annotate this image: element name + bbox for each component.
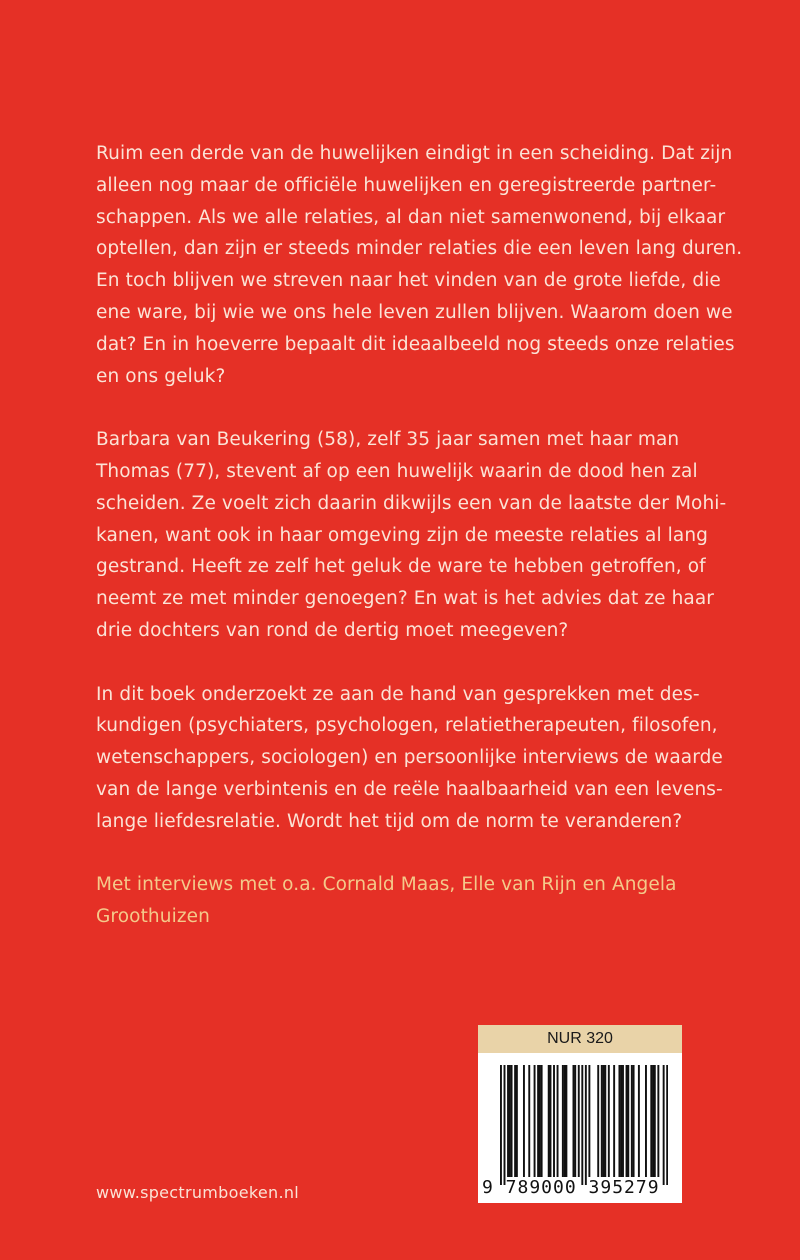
barcode-bar	[638, 1065, 640, 1177]
text-line: En toch blijven we streven naar het vinden van de grote liefde, die	[96, 270, 721, 292]
barcode-bar	[511, 1065, 513, 1177]
barcode-bar	[618, 1065, 620, 1177]
barcode-bar	[585, 1065, 587, 1185]
barcode-bar	[663, 1065, 665, 1185]
barcode-bar	[626, 1065, 628, 1177]
barcode-bar	[573, 1065, 575, 1177]
text-line: Thomas (77), stevent af op een huwelijk waarin de dood hen zal	[96, 460, 698, 482]
barcode-bar	[608, 1065, 610, 1177]
text-line: Groothuizen	[96, 906, 210, 928]
text-line: dat? En in hoeverre bepaalt dit ideaalbeeld nog steeds onze relaties	[96, 333, 735, 355]
barcode-bar	[652, 1065, 654, 1177]
text-line: schappen. Als we alle relaties, al dan niet samenwonend, bij elkaar	[96, 206, 726, 228]
barcode-bar	[564, 1065, 566, 1177]
barcode-bar	[550, 1065, 552, 1177]
barcode-bar	[562, 1065, 564, 1177]
barcode-bar	[633, 1065, 635, 1177]
text-line: kanen, want ook in haar omgeving zijn de meeste relaties al lang	[96, 524, 709, 546]
isbn-digits: 9 789000 395279	[482, 1177, 660, 1198]
barcode-bar	[553, 1065, 555, 1177]
nur-code-label: NUR 320	[478, 1025, 682, 1053]
text-line: drie dochters van rond de dertig moet meegeven?	[96, 619, 569, 641]
barcode-bar	[528, 1065, 530, 1177]
barcode-bar	[523, 1065, 525, 1177]
text-line: optellen, dan zijn er steeds minder relaties die een leven lang duren.	[96, 238, 743, 260]
text-line: van de lange verbintenis en de reële haalbaarheid van een levens-	[96, 778, 723, 800]
barcode-bar	[657, 1065, 659, 1177]
text-line: en ons geluk?	[96, 365, 226, 387]
barcode-bar	[603, 1065, 605, 1177]
barcode-bar	[500, 1065, 502, 1185]
barcode-bar	[565, 1065, 567, 1177]
blurb-paragraph-2	[96, 424, 727, 647]
blurb-paragraph-3	[96, 679, 723, 838]
publisher-website: www.spectrumboeken.nl	[96, 1183, 300, 1202]
barcode-bar	[557, 1065, 559, 1177]
barcode-bar	[541, 1065, 543, 1177]
barcode-bar	[666, 1065, 668, 1185]
text-line: kundigen (psychiaters, psychologen, relatietherapeuten, filosofen,	[96, 715, 718, 737]
barcode-bar	[627, 1065, 629, 1177]
text-line: alleen nog maar de officiële huwelijken en geregistreerde partner-	[96, 174, 717, 196]
interviews-note	[96, 869, 716, 933]
barcode-bars	[500, 1065, 668, 1185]
text-line: scheiden. Ze voelt zich daarin dikwijls een van de laatste der Mohi-	[96, 492, 727, 514]
text-line: wetenschappers, sociologen) en persoonlijke interviews de waarde	[96, 747, 723, 769]
barcode-bar	[537, 1065, 539, 1177]
barcode-bar	[516, 1065, 518, 1177]
isbn-barcode-box	[478, 1025, 682, 1203]
text-line: In dit boek onderzoekt ze aan de hand van gesprekken met des-	[96, 683, 700, 705]
text-line: Met interviews met o.a. Cornald Maas, Elle van Rijn en Angela	[96, 874, 677, 896]
text-line: lange liefdesrelatie. Wordt het tijd om de norm te veranderen?	[96, 810, 683, 832]
barcode-bar	[622, 1065, 624, 1177]
barcode-bar	[574, 1065, 576, 1177]
text-line: Barbara van Beukering (58), zelf 35 jaar samen met haar man	[96, 429, 680, 451]
barcode-bar	[504, 1065, 506, 1185]
barcode-bar	[539, 1065, 541, 1177]
text-line: ene ware, bij wie we ons hele leven zullen blijven. Waarom doen we	[96, 301, 733, 323]
barcode-bar	[588, 1065, 590, 1177]
barcode-bar	[604, 1065, 606, 1177]
text-line: neemt ze met minder genoegen? En wat is het advies dat ze haar	[96, 588, 715, 610]
barcode-bar	[645, 1065, 647, 1177]
barcode-bar	[534, 1065, 536, 1177]
barcode-bar	[620, 1065, 622, 1177]
barcode-bar	[548, 1065, 550, 1177]
barcode-bar	[631, 1065, 633, 1177]
barcode-bar	[654, 1065, 656, 1177]
barcode-bar	[509, 1065, 511, 1177]
text-line: Ruim een derde van de huwelijken eindigt in een scheiding. Dat zijn	[96, 143, 733, 164]
barcode-bar	[581, 1065, 583, 1185]
barcode-bar	[601, 1065, 603, 1177]
barcode-bar	[613, 1065, 615, 1177]
text-line: gestrand. Heeft ze zelf het geluk de ware te hebben getroffen, of	[96, 556, 706, 578]
barcode-bar	[507, 1065, 509, 1177]
back-cover-blurb	[96, 138, 743, 965]
barcode-bar	[650, 1065, 652, 1177]
blurb-paragraph-1	[96, 138, 743, 392]
barcode-bar	[514, 1065, 516, 1177]
barcode-bar	[597, 1065, 599, 1177]
barcode-bar	[578, 1065, 580, 1177]
